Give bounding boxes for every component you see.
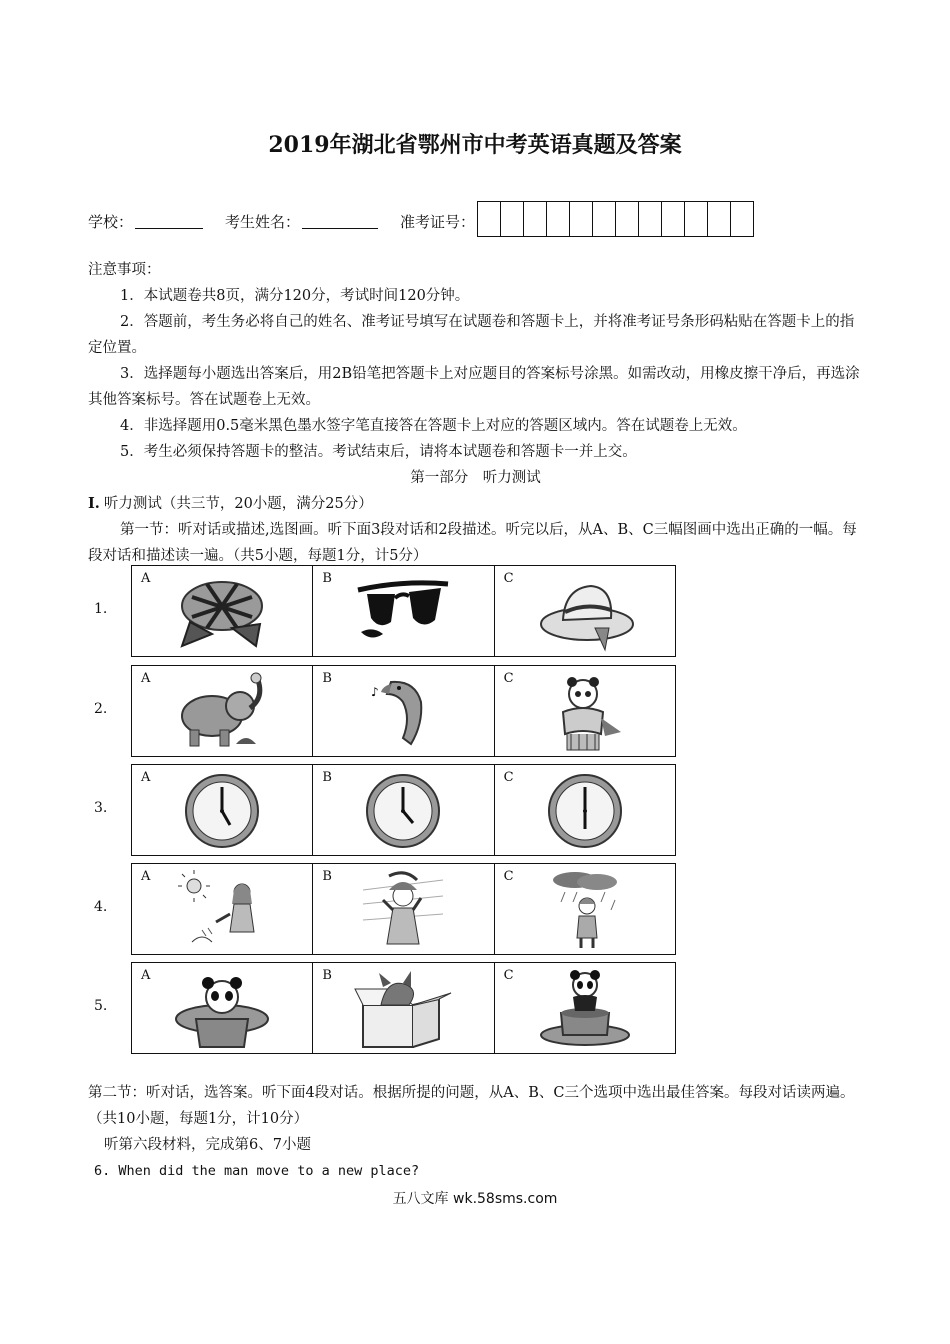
svg-text:♪: ♪ — [371, 685, 379, 699]
section2 — [88, 1080, 863, 1184]
id-box[interactable] — [662, 202, 685, 236]
option-label: B — [322, 770, 332, 785]
option-label: A — [141, 671, 151, 686]
exam-id-boxes[interactable] — [477, 201, 754, 237]
option-label: B — [322, 571, 332, 586]
hat-icon — [535, 572, 635, 652]
option-a[interactable] — [132, 666, 313, 756]
clock-icon — [353, 771, 453, 851]
wolf-in-box-icon — [353, 969, 453, 1049]
name-blank[interactable] — [302, 214, 378, 229]
section-roman: Ⅰ. — [88, 495, 100, 512]
picture-options — [131, 764, 676, 856]
question-number: 1. — [94, 601, 108, 617]
option-a[interactable] — [132, 765, 313, 855]
note-item: 2．答题前，考生务必将自己的姓名、准考证号填写在试题卷和答题卡上，并将准考证号条形码粘贴在答题卡上的指定位置。 — [88, 314, 855, 356]
question-number: 3. — [94, 800, 108, 816]
elephant-icon — [172, 672, 272, 752]
option-a[interactable] — [132, 963, 313, 1053]
student-info-row — [88, 203, 754, 239]
question-row-2 — [88, 665, 678, 757]
section1-heading: 听力测试（共三节，20小题，满分25分） — [103, 496, 373, 512]
id-box[interactable] — [478, 202, 501, 236]
page-title: 2019年湖北省鄂州市中考英语真题及答案 — [268, 132, 682, 158]
option-label: B — [322, 869, 332, 884]
id-box[interactable] — [616, 202, 639, 236]
note-item: 4．非选择题用0.5毫米黑色墨水签字笔直接答在答题卡上对应的答题区域内。答在试题卷上无效。 — [120, 418, 747, 434]
option-label: C — [503, 571, 514, 586]
option-b[interactable] — [313, 666, 494, 756]
option-label: A — [141, 571, 151, 586]
section2-sub: 听第六段材料，完成第6、7小题 — [104, 1137, 311, 1153]
id-box[interactable] — [731, 202, 753, 236]
notes-heading: 注意事项： — [88, 262, 161, 278]
id-box[interactable] — [570, 202, 593, 236]
option-a[interactable] — [132, 566, 313, 656]
school-label: 学校： — [88, 212, 134, 231]
scarf-icon — [172, 572, 272, 652]
option-c[interactable] — [495, 666, 675, 756]
option-c[interactable] — [495, 765, 675, 855]
option-label: C — [503, 671, 514, 686]
question-row-1 — [88, 565, 678, 657]
question-row-4 — [88, 863, 678, 955]
id-box[interactable] — [501, 202, 524, 236]
id-label: 准考证号： — [400, 212, 476, 231]
id-box[interactable] — [708, 202, 731, 236]
question-row-5 — [88, 962, 678, 1054]
option-b[interactable] — [313, 765, 494, 855]
picture-options — [131, 565, 676, 657]
option-b[interactable] — [313, 566, 494, 656]
option-b[interactable] — [313, 864, 494, 954]
note-item: 1．本试题卷共8页，满分120分，考试时间120分钟。 — [120, 288, 470, 304]
part-title: 第一部分 听力测试 — [410, 470, 541, 486]
dolphin-icon — [353, 672, 453, 752]
panda-on-hat-icon — [535, 969, 635, 1049]
id-box[interactable] — [547, 202, 570, 236]
girl-windy-icon — [353, 870, 453, 950]
question-number: 2. — [94, 701, 108, 717]
id-box[interactable] — [685, 202, 708, 236]
section2-instruction: 第二节：听对话，选答案。听下面4段对话。根据所提的问题，从A、B、C三个选项中选出最佳答案。每段对话读两遍。（共10小题，每题1分，计10分） — [88, 1085, 855, 1127]
id-box[interactable] — [524, 202, 547, 236]
id-box[interactable] — [593, 202, 616, 236]
question-number: 4. — [94, 899, 108, 915]
option-label: B — [322, 968, 332, 983]
school-blank[interactable] — [135, 214, 203, 229]
note-item: 3．选择题每小题选出答案后，用2B铅笔把答题卡上对应题目的答案标号涂黑。如需改动，用橡皮擦干净后，再选涂其他答案标号。答在试题卷上无效。 — [88, 366, 860, 408]
notes-section — [88, 257, 863, 491]
question-number: 5. — [94, 998, 108, 1014]
girl-watering-sunny-icon — [172, 870, 272, 950]
panda-in-hat-icon — [172, 969, 272, 1049]
picture-options — [131, 665, 676, 757]
sunglasses-icon — [353, 572, 453, 652]
footer-watermark: 五八文库 wk.58sms.com — [392, 1191, 558, 1207]
section1-instruction: 第一节：听对话或描述,选图画。听下面3段对话和2段描述。听完以后，从A、B、C三幅图画中选出正确的一幅。每段对话和描述读一遍。（共5小题，每题1分，计5分） — [88, 522, 857, 564]
question-6: 6. When did the man move to a new place? — [94, 1163, 420, 1179]
option-a[interactable] — [132, 864, 313, 954]
section1-header — [88, 491, 863, 569]
note-item: 5．考生必须保持答题卡的整洁。考试结束后，请将本试题卷和答题卡一并上交。 — [120, 444, 637, 460]
girl-rainy-icon — [535, 870, 635, 950]
option-c[interactable] — [495, 566, 675, 656]
name-label: 考生姓名： — [225, 212, 301, 231]
clock-icon — [172, 771, 272, 851]
option-label: A — [141, 770, 151, 785]
panda-clown-icon — [535, 672, 635, 752]
option-label: A — [141, 968, 151, 983]
clock-icon — [535, 771, 635, 851]
option-label: C — [503, 770, 514, 785]
id-box[interactable] — [639, 202, 662, 236]
option-c[interactable] — [495, 963, 675, 1053]
picture-options — [131, 863, 676, 955]
option-label: C — [503, 869, 514, 884]
option-label: C — [503, 968, 514, 983]
option-label: A — [141, 869, 151, 884]
option-c[interactable] — [495, 864, 675, 954]
option-label: B — [322, 671, 332, 686]
question-row-3 — [88, 764, 678, 856]
option-b[interactable] — [313, 963, 494, 1053]
picture-options — [131, 962, 676, 1054]
